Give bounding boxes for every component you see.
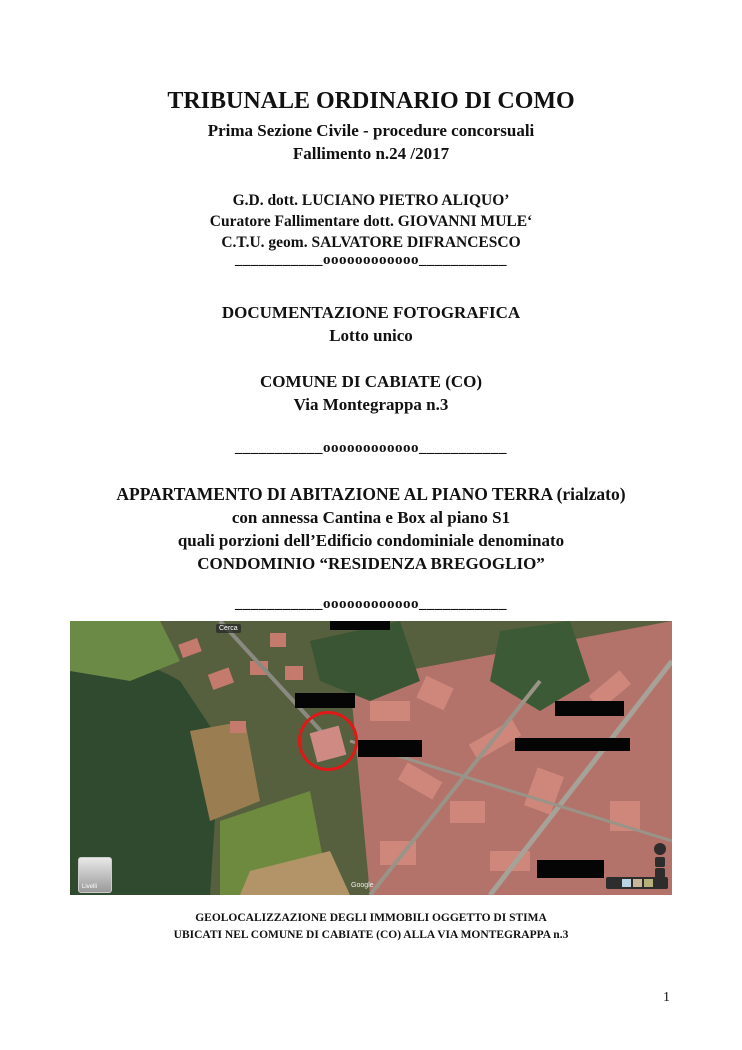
curator-name: Curatore Fallimentare dott. GIOVANNI MULE‘ [209, 213, 533, 230]
ornamental-divider: ___________oooooooooooo___________ [235, 440, 507, 456]
zoom-in-button[interactable] [655, 857, 665, 867]
caption-line-1: GEOLOCALIZZAZIONE DEGLI IMMOBILI OGGETTO DI STIMA [195, 912, 547, 924]
property-line-2: con annessa Cantina e Box al piano S1 [231, 508, 511, 527]
case-number: Fallimento n.24 /2017 [292, 144, 450, 163]
map-imagery-strip[interactable] [606, 877, 668, 889]
map-layers-button[interactable] [78, 857, 112, 893]
page-number: 1 [663, 990, 670, 1005]
map-attribution: Google [351, 882, 374, 889]
compass-icon[interactable] [654, 843, 666, 855]
ornamental-divider: ___________oooooooooooo___________ [235, 252, 507, 268]
address: Via Montegrappa n.3 [293, 395, 449, 414]
municipality: COMUNE DI CABIATE (CO) [259, 372, 483, 391]
judge-name: G.D. dott. LUCIANO PIETRO ALIQUO’ [232, 192, 510, 209]
caption-line-2: UBICATI NEL COMUNE DI CABIATE (CO) ALLA VIA MONTEGRAPPA n.3 [173, 929, 569, 941]
aerial-map-image [70, 621, 672, 895]
imagery-thumb[interactable] [633, 879, 642, 887]
aerial-photo [70, 621, 672, 895]
redaction-bar [330, 621, 390, 630]
court-section: Prima Sezione Civile - procedure concorsuali [207, 121, 535, 140]
ornamental-divider: ___________oooooooooooo___________ [235, 596, 507, 612]
redaction-bar [358, 740, 422, 757]
property-line-1: APPARTAMENTO DI ABITAZIONE AL PIANO TERRA (rialzato) [116, 484, 626, 504]
imagery-thumb[interactable] [622, 879, 631, 887]
highlight-circle [298, 711, 358, 771]
redaction-bar [295, 693, 355, 708]
document-title: DOCUMENTAZIONE FOTOGRAFICA [221, 303, 521, 322]
property-line-4: CONDOMINIO “RESIDENZA BREGOGLIO” [197, 554, 545, 573]
property-line-3: quali porzioni dell’Edificio condominiale denominato [177, 531, 565, 550]
redaction-bar [555, 701, 624, 716]
imagery-thumb[interactable] [644, 879, 653, 887]
redaction-bar [537, 860, 604, 878]
redaction-bar [515, 738, 630, 751]
lot-label: Lotto unico [329, 326, 413, 345]
map-search-label[interactable]: Cerca [216, 624, 241, 633]
expert-name: C.T.U. geom. SALVATORE DIFRANCESCO [221, 234, 521, 251]
map-layers-label: Livelli [82, 884, 98, 890]
court-title: TRIBUNALE ORDINARIO DI COMO [167, 88, 575, 114]
